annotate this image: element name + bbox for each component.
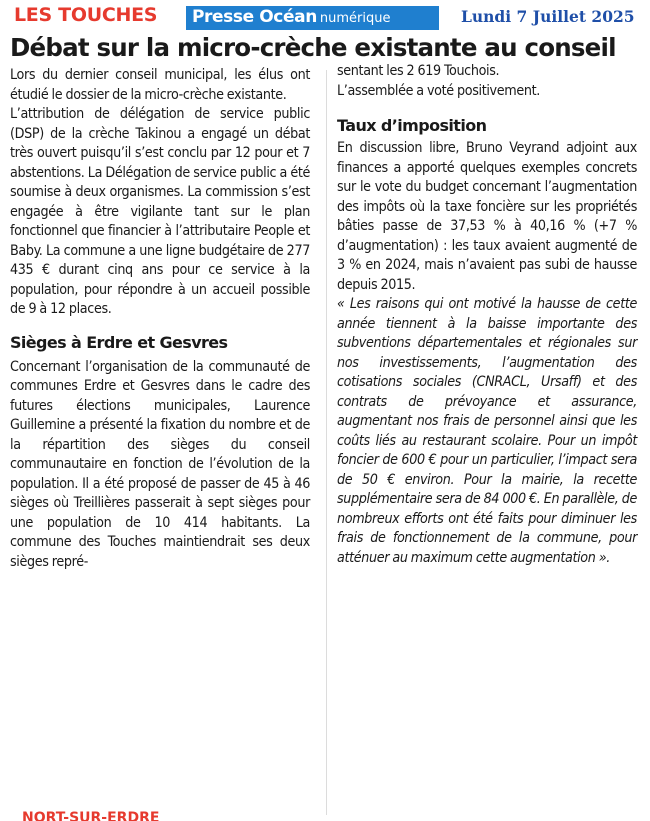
publication-date: Lundi 7 Juillet 2025 <box>461 7 635 26</box>
page-header <box>0 0 650 34</box>
paragraph-vote: L’assemblée a voté positivement. <box>337 82 540 99</box>
paragraph-sieges: Concernant l’organisation de la communauté de communes Erdre et Gesvres dans le cadre des futures élections municipales, Laurence Guillemine a présenté la fixation du nombre et de la répartition des sièges du conseil communautaire en fonction de l’évolution de la population. Il a été proposé de passer de 45 à 46 sièges où Treillières passerait à sept sièges pour une population de 10 414 habitants. La commune des Touches maintiendrait ses deux sièges repré- <box>10 358 310 570</box>
section-label: LES TOUCHES <box>14 4 158 26</box>
paragraph-dsp: L’attribution de délégation de service public (DSP) de la crèche Takinou a engagé un débat très ouvert puisqu’il s’est conclu par 12 pour et 7 abstentions. La Délégation de service public a été soumise à deux organismes. La commission s’est engagée à être vigilante tant sur le plan fonctionnel que financier à l’attributaire People et Baby. La commune a une ligne budgétaire de 277 435 € durant cinq ans pour ce service à la population, pour répondre à un accueil possible de 9 à 12 places. <box>10 106 310 317</box>
logo-suffix: numérique <box>319 11 391 26</box>
subheading-sieges: Sièges à Erdre et Gesvres <box>10 332 228 352</box>
logo-brand: Presse Océan <box>192 7 317 27</box>
subheading-taux: Taux d’imposition <box>337 116 487 135</box>
paragraph-taux: En discussion libre, Bruno Veyrand adjoint aux finances a apporté quelques exemples concrets sur le vote du budget concernant l’augmentation des impôts où la taxe foncière sur les propriétés bâties passe de 37,53 % à 40,16 % (+7 % d’augmentation) : les taux avaient augmenté de 3 % en 2024, mais n’avaient pas subi de hausse depuis 2015. <box>337 140 637 293</box>
next-section-heading-cut: NORT-SUR-ERDRE <box>22 811 160 821</box>
column-divider <box>326 70 327 815</box>
left-column <box>10 66 310 572</box>
article-headline: Débat sur la micro-crèche existante au conseil <box>10 33 616 62</box>
publication-logo <box>186 6 439 30</box>
quote-paragraph: « Les raisons qui ont motivé la hausse de cette année tiennent à la baisse importante des subventions départementales et régionales sur nos investissements, l’augmentation des cotisations sociales (CNRACL, Ursaff) et des contrats de prévoyance et assurance, augmentant nos frais de personnel ainsi que les coûts liés au restaurant scolaire. Pour un impôt foncier de 600 € pour un particulier, l’impact sera de 50 € environ. Pour la mairie, la recette supplémentaire sera de 84 000 €. En parallèle, de nombreux efforts ont été faits pour diminuer les frais de fonctionnement de la commune, pour atténuer au maximum cette augmentation ». <box>337 296 637 566</box>
paragraph-intro: Lors du dernier conseil municipal, les élus ont étudié le dossier de la micro-crèche existante. <box>10 67 310 103</box>
right-column <box>337 63 637 568</box>
paragraph-continuation: sentant les 2 619 Touchois. <box>337 63 500 79</box>
